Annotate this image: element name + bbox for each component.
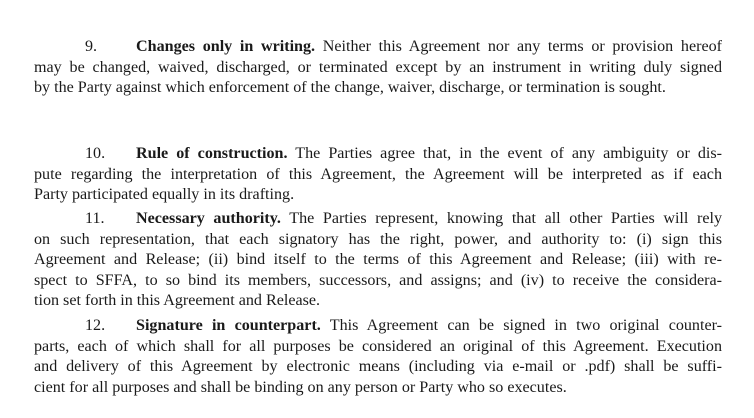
clause-text: may be changed, waived, discharged, or terminated except by an instrument in writing duly signed — [34, 58, 722, 76]
clause-11-line-1 — [34, 209, 722, 230]
clause-text: cient for all purposes and shall be binding on any person or Party who so executes. — [34, 378, 567, 396]
clause-9-line-1 — [34, 37, 722, 58]
clause-heading: Rule of construction. — [136, 145, 288, 162]
clause-heading: Signature in counterpart. — [136, 317, 321, 334]
clause-text: Party participated equally in its drafting. — [34, 186, 295, 203]
clause-10 — [34, 144, 722, 206]
clause-number: 12. — [85, 317, 106, 334]
clause-number: 11. — [85, 210, 105, 227]
clause-text: pute regarding the interpretation of this Agreement, the Agreement will be interpreted as if each — [34, 165, 722, 183]
clause-heading: Changes only in writing. — [136, 38, 316, 55]
clause-12-line-1 — [34, 316, 722, 337]
clause-12 — [34, 316, 722, 398]
clause-10-line-1 — [34, 144, 722, 165]
clause-number: 9. — [85, 38, 98, 55]
clause-number: 10. — [85, 145, 106, 162]
clause-text: The Parties agree that, in the event of any ambiguity or dis- — [295, 145, 722, 162]
clause-text: by the Party against which enforcement of the change, waiver, discharge, or termination is sought. — [34, 79, 666, 96]
clause-text: and delivery of this Agreement by electronic means (including via e-mail or .pdf) shall be suffi- — [34, 358, 722, 375]
clause-9 — [34, 37, 722, 99]
clause-text: parts, each of which shall for all purposes be considered an original of this Agreement. Execution — [34, 337, 722, 355]
clause-text: on such representation, that each signatory has the right, power, and authority to: (i) sign this — [34, 230, 722, 248]
clause-text: The Parties represent, knowing that all other Parties will rely — [289, 210, 723, 227]
clause-text: Agreement and Release; (ii) bind itself to the terms of this Agreement and Release; (iii) with re- — [34, 251, 722, 268]
clause-text: tion set forth in this Agreement and Release. — [34, 292, 321, 309]
clause-text: Neither this Agreement nor any terms or provision hereof — [322, 38, 722, 55]
clause-heading: Necessary authority. — [136, 210, 281, 227]
clause-11 — [34, 209, 722, 312]
clause-text: This Agreement can be signed in two original counter- — [329, 317, 722, 334]
clause-text: spect to SFFA, to so bind its members, successors, and assigns; and (iv) to receive the considera- — [34, 271, 722, 289]
